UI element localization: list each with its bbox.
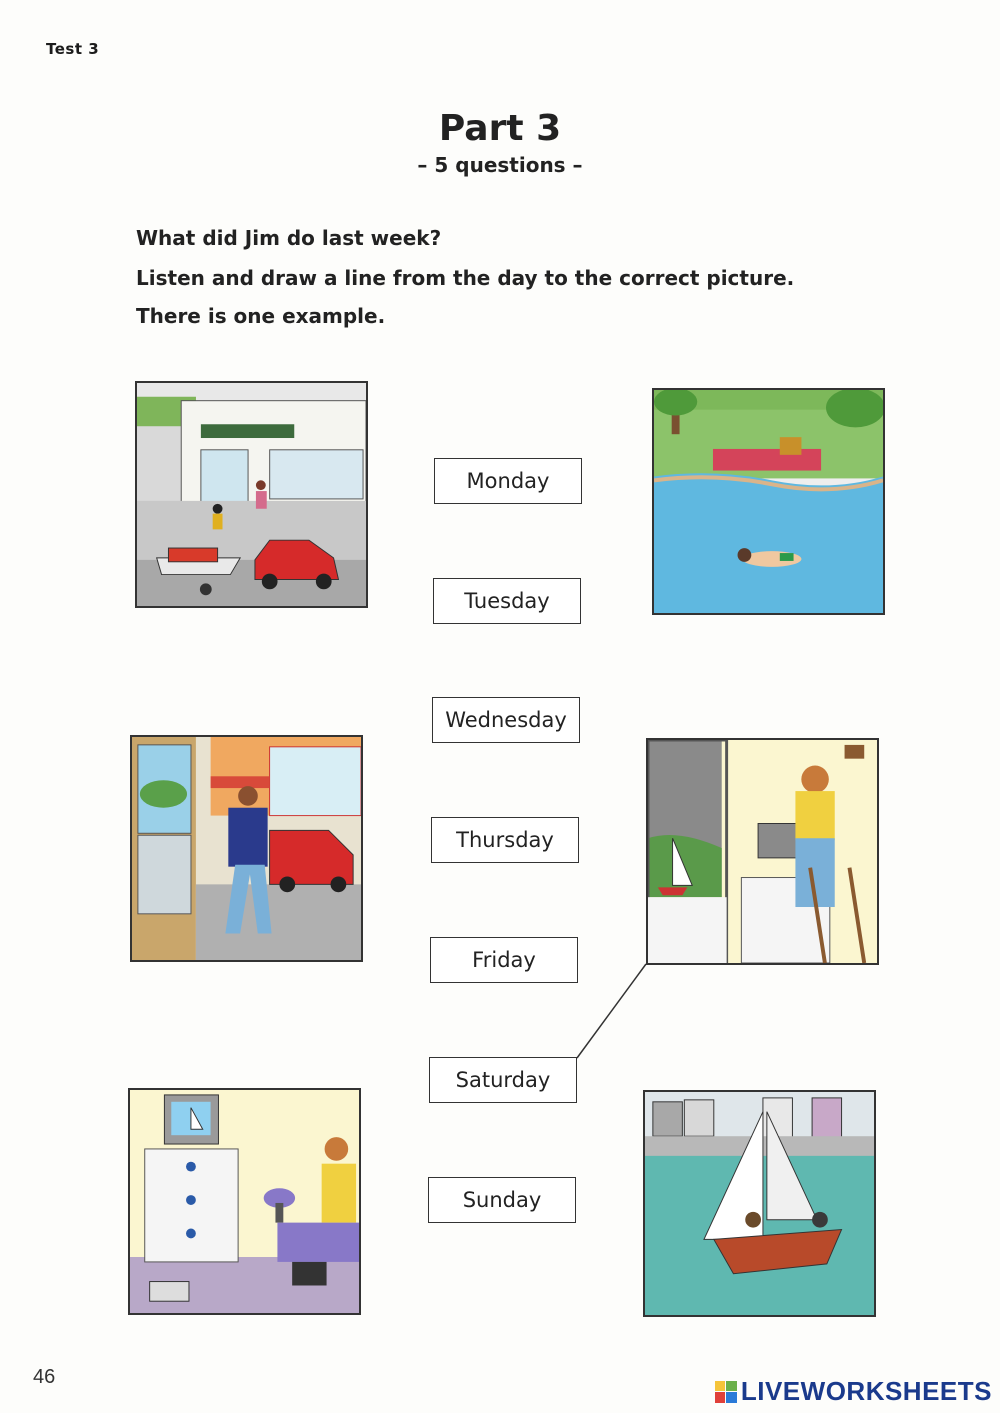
day-box-thursday[interactable]: Thursday [431, 817, 579, 863]
page-number: 46 [33, 1366, 56, 1388]
day-box-tuesday[interactable]: Tuesday [433, 578, 581, 624]
liveworksheets-logo-icon [715, 1381, 737, 1403]
brand-footer[interactable] [715, 1376, 992, 1407]
instruction-example: There is one example. [136, 304, 386, 328]
day-box-sunday[interactable]: Sunday [428, 1177, 576, 1223]
sailing-picture[interactable] [643, 1090, 876, 1317]
boat-shop-picture[interactable] [135, 381, 368, 608]
instruction-task: Listen and draw a line from the day to the correct picture. [136, 266, 795, 290]
instruction-question: What did Jim do last week? [136, 226, 442, 250]
bedroom-tv-picture[interactable] [128, 1088, 361, 1315]
painting-bedroom-picture[interactable] [646, 738, 879, 965]
day-box-monday[interactable]: Monday [434, 458, 582, 504]
test-label: Test 3 [46, 40, 100, 58]
brand-name: LIVEWORKSHEETS [740, 1376, 992, 1406]
day-box-wednesday[interactable]: Wednesday [432, 697, 580, 743]
swimming-picnic-picture[interactable] [652, 388, 885, 615]
part-title: Part 3 [438, 108, 562, 149]
shopping-street-picture[interactable] [130, 735, 363, 962]
part-subtitle: – 5 questions – [417, 153, 583, 177]
day-box-saturday[interactable]: Saturday [429, 1057, 577, 1103]
day-box-friday[interactable]: Friday [430, 937, 578, 983]
